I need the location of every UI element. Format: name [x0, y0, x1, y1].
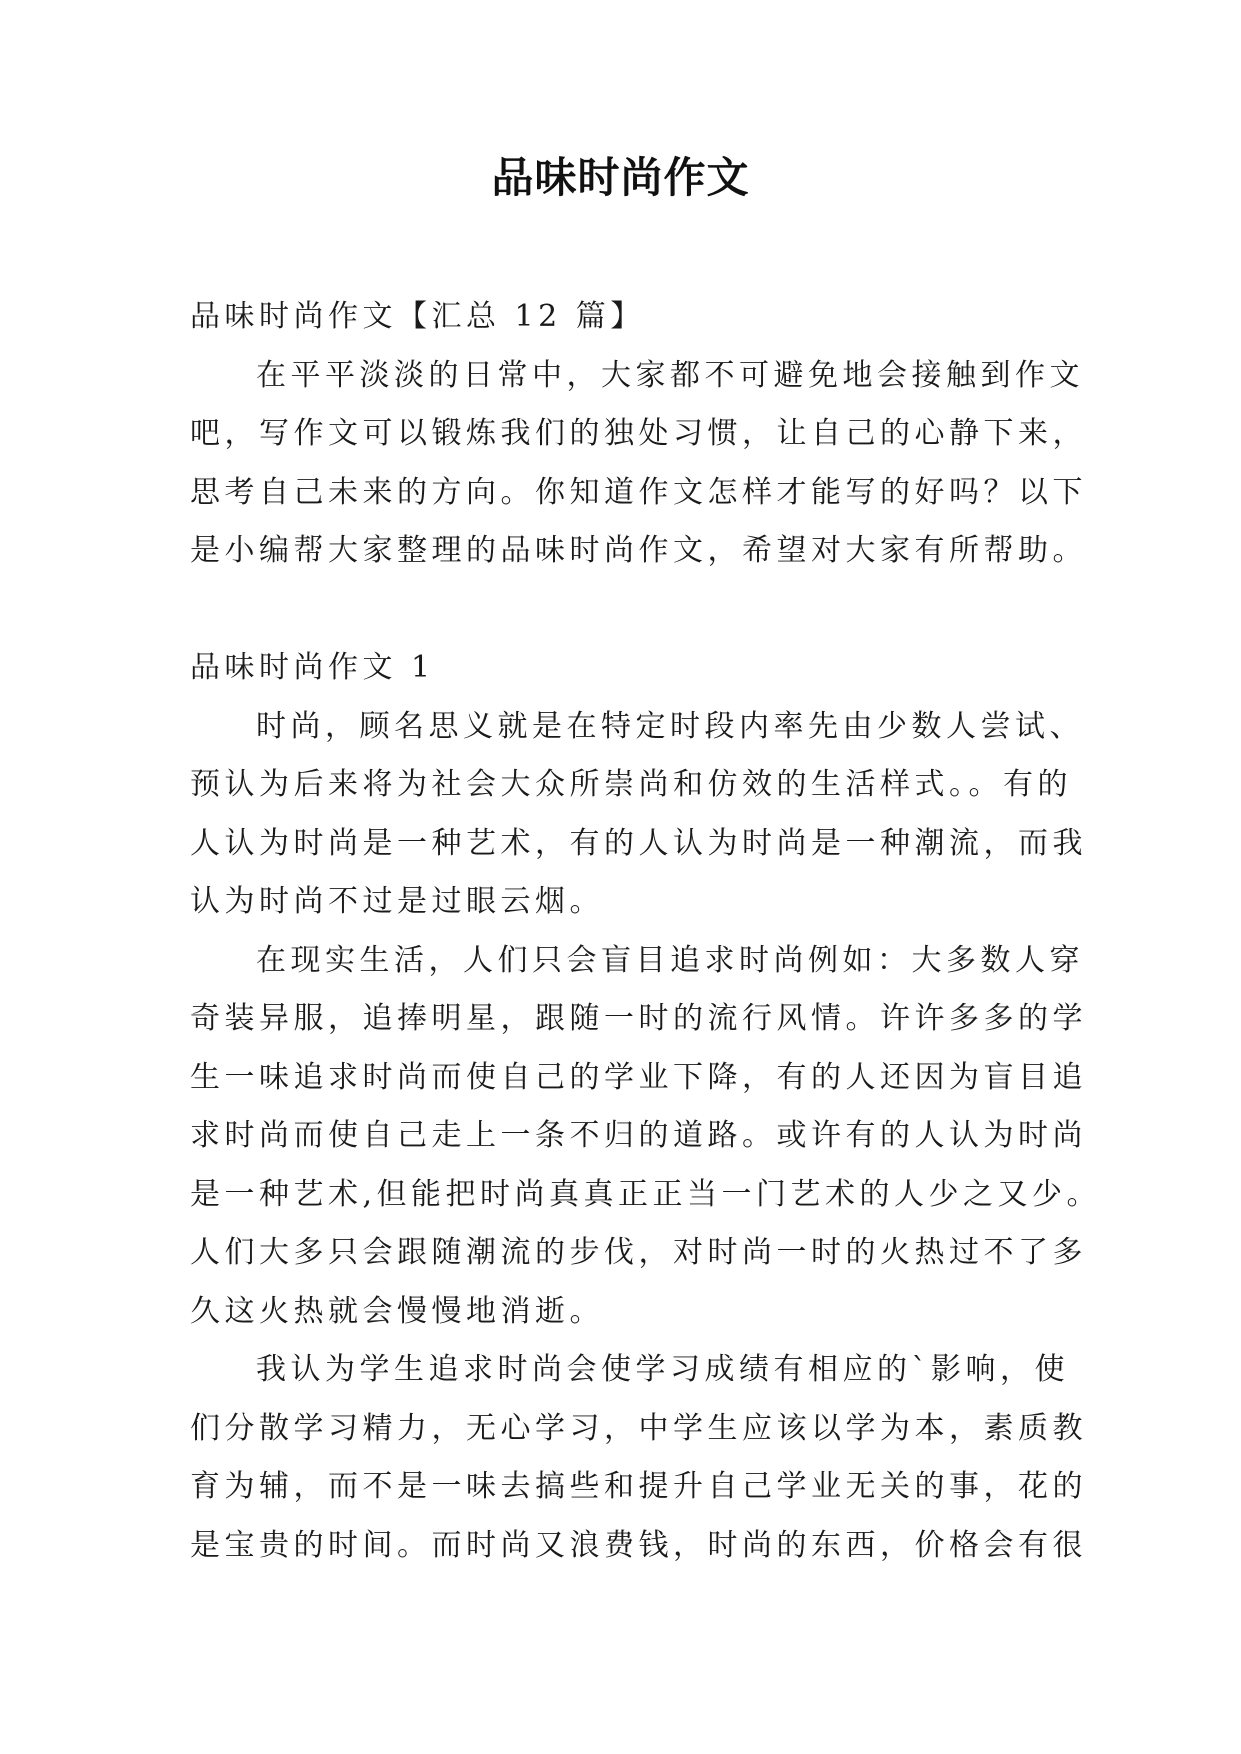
paragraph-line: 人们大多只会跟随潮流的步伐，对时尚一时的火热过不了多 — [190, 1235, 1087, 1270]
paragraph-3 — [190, 1341, 1087, 1575]
paragraph-line: 育为辅，而不是一味去搞些和提升自己学业无关的事，花的 — [190, 1469, 1087, 1504]
document-header: 品味时尚作文【汇总 12 篇】 — [190, 299, 645, 334]
paragraph-line: 求时尚而使自己走上一条不归的道路。或许有的人认为时尚 — [190, 1118, 1087, 1153]
intro-paragraph — [190, 347, 1087, 581]
section-spacer — [190, 581, 1050, 640]
paragraph-line: 们分散学习精力，无心学习，中学生应该以学为本，素质教 — [190, 1410, 1087, 1446]
paragraph-line: 奇装异服，追捧明星，跟随一时的流行风情。许许多多的学 — [190, 1001, 1087, 1036]
paragraph-line: 在平平淡淡的日常中，大家都不可避免地会接触到作文 — [256, 357, 1084, 393]
paragraph-line: 吧，写作文可以锻炼我们的独处习惯，让自己的心静下来， — [190, 416, 1087, 451]
paragraph-line: 我认为学生追求时尚会使学习成绩有相应的`影响，使 — [256, 1352, 1069, 1387]
section-heading: 品味时尚作文 1 — [190, 650, 435, 685]
paragraph-line: 人认为时尚是一种艺术，有的人认为时尚是一种潮流，而我 — [190, 825, 1087, 861]
paragraph-line: 预认为后来将为社会大众所崇尚和仿效的生活样式。。有的 — [190, 767, 1072, 802]
paragraph-line: 在现实生活，人们只会盲目追求时尚例如：大多数人穿 — [256, 942, 1084, 978]
document-body — [190, 288, 1102, 1575]
paragraph-line: 是小编帮大家整理的品味时尚作文，希望对大家有所帮助。 — [190, 533, 1087, 568]
paragraph-line: 是一种艺术,但能把时尚真真正正当一门艺术的人少之又少。 — [190, 1176, 1102, 1212]
paragraph-line: 思考自己未来的方向。你知道作文怎样才能写的好吗？以下 — [190, 474, 1087, 510]
paragraph-line: 久这火热就会慢慢地消逝。 — [190, 1293, 604, 1329]
document-title: 品味时尚作文 — [491, 153, 750, 202]
paragraph-line: 是宝贵的时间。而时尚又浪费钱，时尚的东西，价格会有很 — [190, 1527, 1087, 1563]
paragraph-line: 认为时尚不过是过眼云烟。 — [190, 884, 604, 919]
paragraph-1 — [190, 698, 1087, 932]
paragraph-line: 生一味追求时尚而使自己的学业下降，有的人还因为盲目追 — [190, 1059, 1087, 1095]
paragraph-2 — [190, 932, 1102, 1342]
paragraph-line: 时尚，顾名思义就是在特定时段内率先由少数人尝试、 — [256, 708, 1084, 744]
